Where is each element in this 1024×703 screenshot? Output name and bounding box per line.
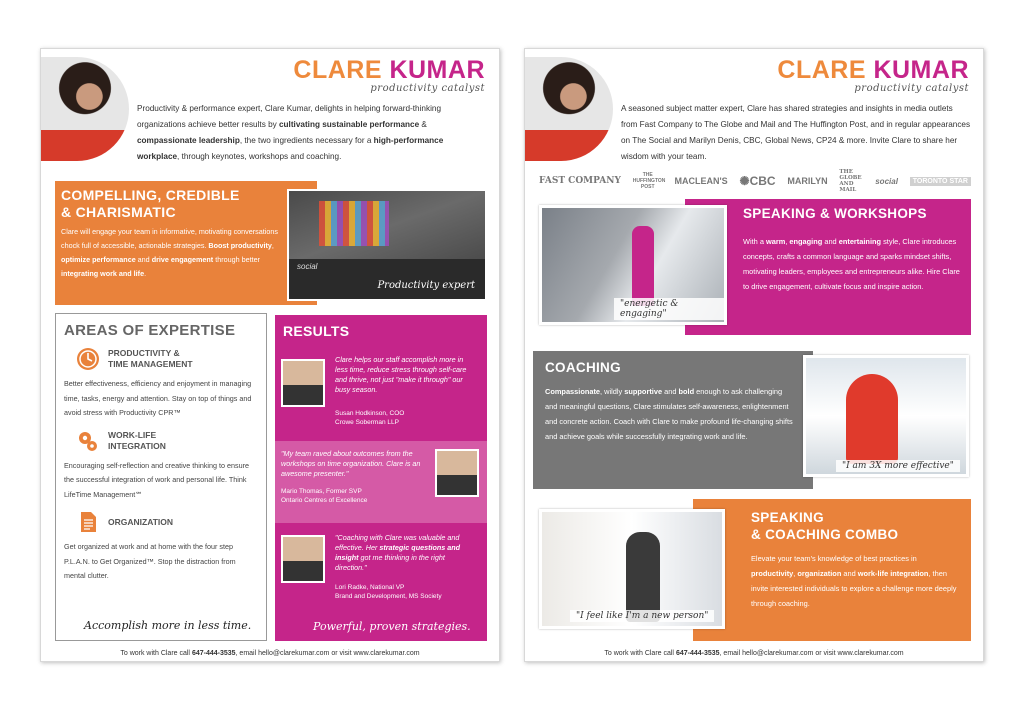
clock-icon [76, 347, 100, 371]
tv-appearance-photo [287, 189, 487, 301]
media-logo: MACLEAN'S [674, 176, 728, 186]
brand-first-name: CLARE [293, 56, 382, 84]
coaching-caption: "I am 3X more effective" [836, 460, 960, 472]
coaching-text: Compassionate, wildly supportive and bold enough to ask challenging and meaningful questions, Clare stimulates self-awareness, enlightenment and concrete action. Coach with Clare to make profound life-changing shifts and achieve goals while successfully integrating work and life. [545, 387, 793, 441]
clare-portrait [41, 57, 129, 161]
testimonial [275, 527, 487, 609]
combo-section [693, 499, 971, 641]
flyer-page-1 [40, 48, 500, 662]
testimonial [275, 351, 487, 433]
results-slogan: Powerful, proven strategies. [313, 620, 471, 633]
gears-icon [76, 429, 100, 453]
media-logos [539, 169, 971, 193]
speaking-title: SPEAKING & WORKSHOPS [743, 206, 927, 221]
testimonial-author: Lori Radke, National VP Brand and Development, MS Society [335, 584, 442, 600]
speaker-figure [632, 226, 654, 306]
expertise-slogan: Accomplish more in less time. [84, 619, 252, 632]
intro-text: A seasoned subject matter expert, Clare has shared strategies and insights in media outlets from Fast Company to The Globe and Mail and The Huffington Post, and in regular appearances on The Social and Marilyn Denis, CBC, Global News, CP24 & more. Invite Clare to share her wisdom with your team. [621, 104, 971, 161]
video-caption: Productivity expert [377, 280, 475, 291]
media-logo: THE GLOBE AND MAIL [839, 169, 862, 193]
results-section [275, 315, 487, 641]
testimonial-quote: "My team raved about outcomes from the workshops on time organization. Clare is an awesome presenter." [281, 449, 421, 478]
speaking-text: With a warm, engaging and entertaining style, Clare introduces concepts, crafts a common language and sparks mindset shifts, motivating leaders, employees and entrepreneurs alike. Hire Clare to drive engagement, cultivate focus and inspire action. [743, 237, 960, 291]
brand-logo [777, 57, 969, 94]
coaching-title: COACHING [545, 360, 621, 375]
expertise-item [64, 347, 258, 421]
brand-last-name: KUMAR [873, 56, 969, 84]
testimonial-avatar [281, 359, 325, 407]
client-figure [626, 532, 660, 622]
expertise-item-text: Better effectiveness, efficiency and enjoyment in managing time, tasks, energy and attention. Stay on top of things and avoid stress with Productivity CPR™ [64, 379, 252, 417]
speaking-photo [539, 205, 727, 325]
coaching-photo [803, 355, 969, 477]
expertise-item-title: WORK-LIFE INTEGRATION [108, 429, 166, 451]
coaching-section [533, 351, 813, 489]
combo-caption: "I feel like I'm a new person" [570, 610, 714, 622]
brand-last-name: KUMAR [389, 56, 485, 84]
media-logo: THE HUFFINGTON POST [632, 172, 666, 190]
media-logo: social [875, 176, 898, 186]
show-logo: social [297, 262, 318, 271]
testimonial [275, 441, 487, 523]
results-title: RESULTS [283, 323, 350, 339]
testimonial-author: Susan Hodkinson, COO Crowe Soberman LLP [335, 410, 405, 426]
brand-first-name: CLARE [777, 56, 866, 84]
media-logo: ✺CBC [739, 174, 776, 188]
expertise-item-text: Get organized at work and at home with the four step P.L.A.N. to Get Organized™. Stop the distraction from mental clutter. [64, 542, 236, 580]
testimonial-quote: "Coaching with Clare was valuable and effective. Her strategic questions and insight got me thinking in the right direction." [335, 533, 461, 572]
media-logo: FAST COMPANY [539, 176, 621, 186]
compelling-text: Clare will engage your team in informative, motivating conversations chock full of accessible, actionable strategies. Boost productivity, optimize performance and drive engagement through better integrating work and life. [61, 227, 278, 278]
testimonial-author: Mario Thomas, Former SVP Ontario Centres of Excellence [281, 488, 368, 504]
brand-logo [293, 57, 485, 94]
speaking-caption: "energetic & engaging" [614, 298, 724, 320]
combo-title: SPEAKING & COACHING COMBO [751, 510, 899, 542]
brand-tagline: productivity catalyst [370, 83, 485, 94]
set-backdrop [319, 201, 389, 246]
intro-text: Productivity & performance expert, Clare Kumar, delights in helping forward-thinking organizations achieve better results by cultivating sustainable performance & compassionate leadership, the two ingredients necessary for a high-performance workplace, through keynotes, workshops and coaching. [137, 104, 444, 161]
page-footer: To work with Clare call 647-444-3535, email hello@clarekumar.com or visit www.clarekumar.com [120, 650, 420, 657]
coach-figure [846, 374, 898, 464]
compelling-title: COMPELLING, CREDIBLE & CHARISMATIC [61, 187, 240, 220]
combo-text: Elevate your team's knowledge of best practices in productivity, organization and work-life integration, then invite interested individuals to explore a challenge more deeply through coaching. [751, 554, 957, 608]
expertise-item [64, 510, 258, 584]
expertise-section [55, 313, 267, 641]
set-sofa [289, 259, 485, 299]
brand-tagline: productivity catalyst [854, 83, 969, 94]
page-footer: To work with Clare call 647-444-3535, email hello@clarekumar.com or visit www.clarekumar.com [604, 650, 904, 657]
media-logo: TORONTO STAR [910, 177, 971, 186]
combo-photo [539, 509, 725, 629]
testimonial-avatar [435, 449, 479, 497]
document-icon [76, 510, 100, 534]
media-logo: MARILYN [787, 176, 828, 186]
expertise-item-title: PRODUCTIVITY & TIME MANAGEMENT [108, 348, 193, 369]
testimonial-avatar [281, 535, 325, 583]
speaking-section [685, 199, 971, 335]
expertise-item [64, 429, 258, 503]
expertise-item-text: Encouraging self-reflection and creative thinking to ensure the successful integration of work and personal life. Think LifeTime Management℠ [64, 460, 249, 499]
flyer-page-2 [524, 48, 984, 662]
expertise-title: AREAS OF EXPERTISE [64, 322, 236, 339]
compelling-section [55, 181, 317, 305]
clare-portrait [525, 57, 613, 161]
testimonial-quote: Clare helps our staff accomplish more in less time, reduce stress through self-care and thrive, not just "make it through" our busy season. [335, 355, 467, 394]
expertise-item-title: ORGANIZATION [108, 516, 174, 527]
